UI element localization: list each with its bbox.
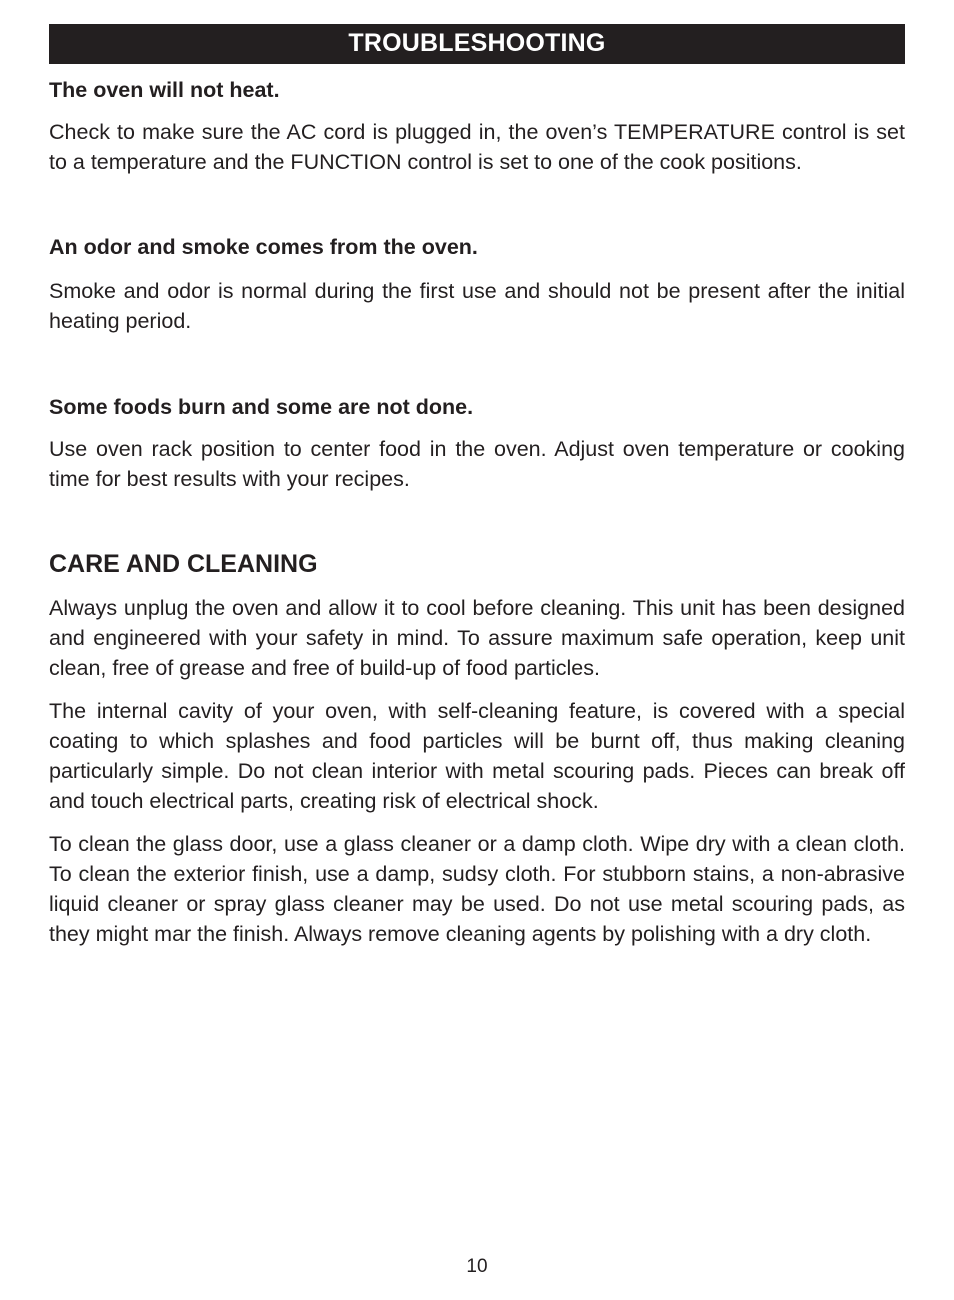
troubleshooting-question-3: Some foods burn and some are not done. bbox=[49, 395, 474, 419]
care-cleaning-heading: CARE AND CLEANING bbox=[49, 550, 318, 578]
care-paragraph-1: Always unplug the oven and allow it to cool before cleaning. This unit has been designed and engineered with your safety in mind. To assure maximum safe operation, keep unit clean, free of grease and free of build-up of food particles. bbox=[49, 596, 905, 680]
page-number: 10 bbox=[466, 1256, 488, 1277]
troubleshooting-answer-1: Check to make sure the AC cord is plugged in, the oven’s TEMPERATURE control is set to a temperature and the FUNCTION control is set to one of the cook positions. bbox=[49, 120, 905, 174]
troubleshooting-question-2: An odor and smoke comes from the oven. bbox=[49, 235, 478, 259]
care-paragraph-3: To clean the glass door, use a glass cleaner or a damp cloth. Wipe dry with a clean cloth. To clean the exterior finish, use a damp, sudsy cloth. For stubborn stains, a non-abrasive liquid cleaner or spray glass cleaner may be used. Do not use metal scouring pads, as they might mar the finish. Always remove cleaning agents by polishing with a dry cloth. bbox=[49, 832, 905, 946]
troubleshooting-banner: TROUBLESHOOTING bbox=[49, 24, 905, 64]
troubleshooting-answer-2: Smoke and odor is normal during the first use and should not be present after the initial heating period. bbox=[49, 279, 905, 333]
troubleshooting-answer-3: Use oven rack position to center food in the oven. Adjust oven temperature or cooking time for best results with your recipes. bbox=[49, 437, 905, 491]
troubleshooting-question-1: The oven will not heat. bbox=[49, 78, 280, 102]
manual-page bbox=[49, 24, 905, 949]
care-paragraph-2: The internal cavity of your oven, with self-cleaning feature, is covered with a special coating to which splashes and food particles will be burnt off, thus making cleaning particularly simple. Do not clean interior with metal scouring pads. Pieces can break off and touch electrical parts, creating risk of electrical shock. bbox=[49, 699, 905, 813]
